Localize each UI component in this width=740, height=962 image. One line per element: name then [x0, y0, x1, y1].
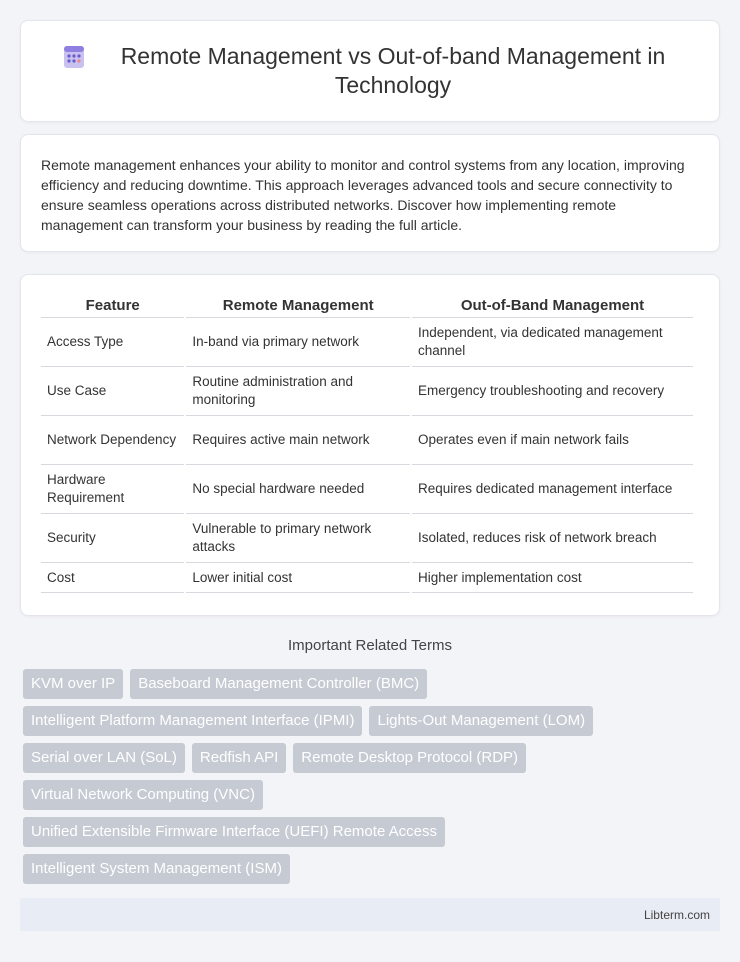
table-header-row — [41, 293, 693, 318]
table-row — [41, 563, 693, 593]
table-cell: Hardware Requirement — [41, 465, 184, 514]
related-terms-heading: Important Related Terms — [288, 637, 452, 654]
related-term-tag[interactable]: Redfish API — [192, 743, 286, 773]
table-cell: Operates even if main network fails — [412, 416, 693, 465]
title-card — [20, 20, 720, 122]
table-row — [41, 318, 693, 367]
related-term-tag[interactable]: Unified Extensible Firmware Interface (UEFI) Remote Access — [23, 817, 445, 847]
table-cell: No special hardware needed — [186, 465, 410, 514]
table-cell: Network Dependency — [41, 416, 184, 465]
table-cell: Lower initial cost — [186, 563, 410, 593]
table-row — [41, 416, 693, 465]
header-feature: Feature — [41, 293, 184, 318]
page-title: Remote Management vs Out-of-band Management in Technology — [120, 43, 666, 98]
table-cell: Independent, via dedicated management channel — [412, 318, 693, 367]
table-cell: Requires active main network — [186, 416, 410, 465]
related-term-tag[interactable]: Intelligent Platform Management Interface (IPMI) — [23, 706, 362, 736]
table-cell: Routine administration and monitoring — [186, 367, 410, 416]
comparison-card — [20, 274, 720, 616]
table-cell: Cost — [41, 563, 184, 593]
related-term-tag[interactable]: Intelligent System Management (ISM) — [23, 854, 290, 884]
table-cell: Requires dedicated management interface — [412, 465, 693, 514]
related-term-tag[interactable]: Baseboard Management Controller (BMC) — [130, 669, 427, 699]
related-terms-list — [23, 669, 713, 891]
intro-paragraph: Remote management enhances your ability to monitor and control systems from any location, improving efficiency and reducing downtime. This approach leverages advanced tools and secure connectivity to ensure seamless operations across distributed networks. Discover how implementing remote management can transform your business by reading the full article. — [41, 157, 685, 233]
table-cell: Emergency troubleshooting and recovery — [412, 367, 693, 416]
comparison-table — [39, 293, 695, 593]
table-row — [41, 367, 693, 416]
related-term-tag[interactable]: Serial over LAN (SoL) — [23, 743, 185, 773]
related-term-tag[interactable]: Remote Desktop Protocol (RDP) — [293, 743, 526, 773]
table-row — [41, 465, 693, 514]
document-list-icon — [61, 44, 87, 70]
header-remote-management: Remote Management — [186, 293, 410, 318]
related-term-tag[interactable]: Lights-Out Management (LOM) — [369, 706, 593, 736]
table-cell: Access Type — [41, 318, 184, 367]
table-cell: Vulnerable to primary network attacks — [186, 514, 410, 563]
related-term-tag[interactable]: KVM over IP — [23, 669, 123, 699]
table-cell: Security — [41, 514, 184, 563]
table-cell: Isolated, reduces risk of network breach — [412, 514, 693, 563]
table-row — [41, 514, 693, 563]
intro-card — [20, 134, 720, 252]
footer — [20, 898, 720, 931]
footer-brand-link[interactable]: Libterm.com — [643, 907, 710, 922]
table-cell: Higher implementation cost — [412, 563, 693, 593]
table-cell: In-band via primary network — [186, 318, 410, 367]
table-cell: Use Case — [41, 367, 184, 416]
header-out-of-band-management: Out-of-Band Management — [412, 293, 693, 318]
related-term-tag[interactable]: Virtual Network Computing (VNC) — [23, 780, 263, 810]
